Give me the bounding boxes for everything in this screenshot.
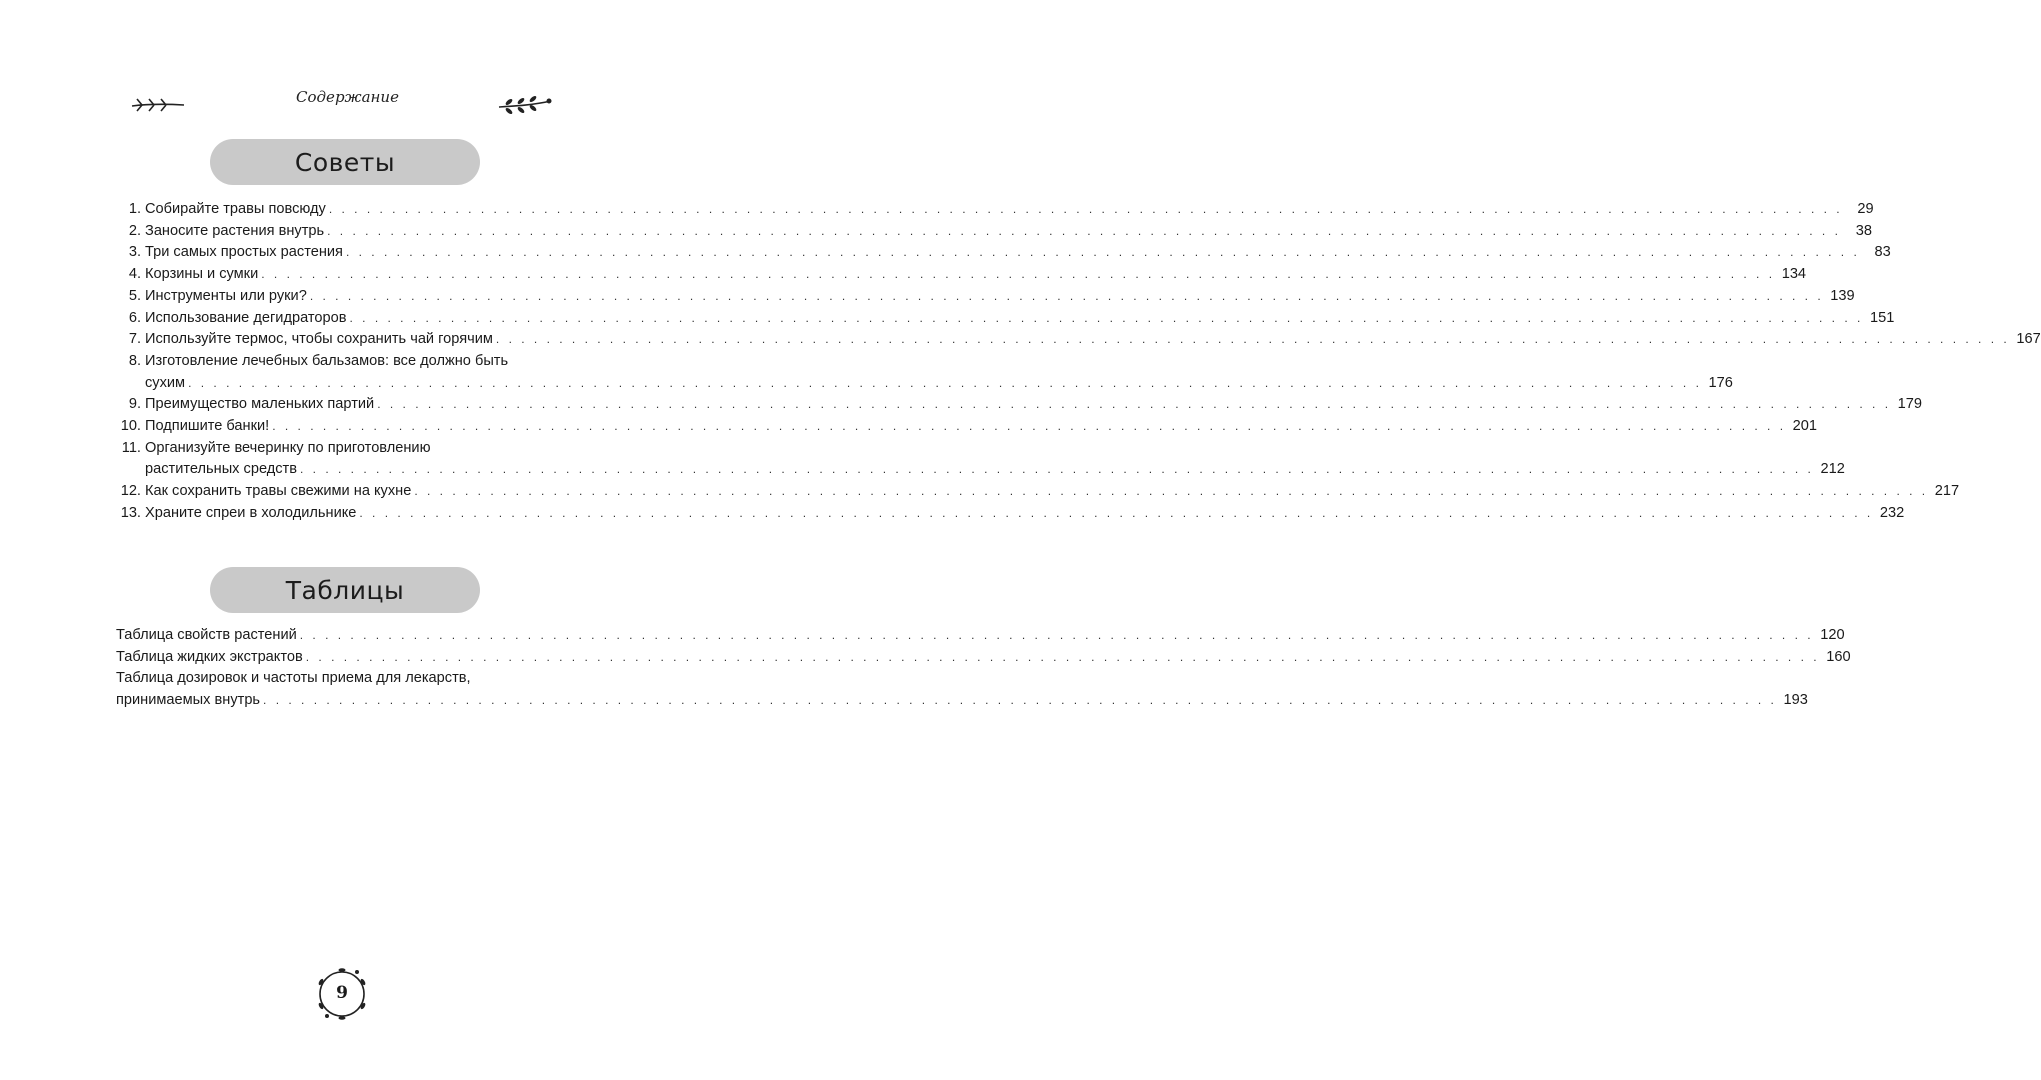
toc-entry[interactable] bbox=[116, 438, 1845, 481]
toc-entry[interactable] bbox=[116, 286, 1855, 308]
toc-entry-title: растительных средств bbox=[145, 461, 297, 478]
toc-entry-number: 7. bbox=[128, 331, 141, 348]
toc-entry-page: 38 bbox=[1855, 222, 1872, 239]
toc-entry-line bbox=[116, 373, 1733, 395]
dot-leader: . . . . . . . . . . . . . . . . . . . . . . . . . . . . . . . . . . . . . . . . . . . . . . . . . . . . . . . . . . . . . . . . . . . . . . . . . . . . . . . . . . . . . . . . . . . . . . . . . . . . . . . . . . . . . . . . . . . . . . . . bbox=[345, 245, 1860, 260]
toc-entry-line bbox=[116, 459, 1845, 481]
toc-entry[interactable] bbox=[116, 503, 1905, 525]
toc-entry-number: 5. bbox=[128, 287, 141, 304]
toc-entry-title: Подпишите банки! bbox=[145, 418, 270, 435]
dot-leader: . . . . . . . . . . . . . . . . . . . . . . . . . . . . . . . . . . . . . . . . . . . . . . . . . . . . . . . . . . . . . . . . . . . . . . . . . . . . . . . . . . . . . . . . . . . . . . . . . . . . . . . . . . . . . . . . . . . . . . . . bbox=[261, 267, 1776, 282]
dot-leader: . . . . . . . . . . . . . . . . . . . . . . . . . . . . . . . . . . . . . . . . . . . . . . . . . . . . . . . . . . . . . . . . . . . . . . . . . . . . . . . . . . . . . . . . . . . . . . . . . . . . . . . . . . . . . . . . . . . . . . . . bbox=[299, 628, 1814, 642]
toc-entry-line bbox=[116, 668, 574, 690]
toc-entry-line bbox=[116, 416, 1818, 438]
page-number-badge bbox=[313, 965, 371, 1023]
toc-entry-page: 232 bbox=[1879, 504, 1905, 521]
toc-entry-title: Три самых простых растения bbox=[145, 244, 343, 261]
toc-entry[interactable] bbox=[116, 481, 1960, 503]
dot-leader: . . . . . . . . . . . . . . . . . . . . . . . . . . . . . . . . . . . . . . . . . . . . . . . . . . . . . . . . . . . . . . . . . . . . . . . . . . . . . . . . . . . . . . . . . . . . . . . . . . . . . . . . . . . . . . . . . . . . . . . . bbox=[359, 505, 1874, 520]
toc-entry-number: 12. bbox=[120, 483, 141, 500]
toc-entry-title: Используйте термос, чтобы сохранить чай горячим bbox=[145, 331, 493, 348]
page-number: 9 bbox=[336, 983, 348, 1003]
toc-entry[interactable] bbox=[116, 199, 1874, 221]
toc-entry-title: сухим bbox=[145, 374, 186, 391]
toc-entry-number: 4. bbox=[128, 266, 141, 283]
toc-entry-line bbox=[116, 308, 1895, 330]
toc-entry-title: Таблица дозировок и частоты приема для лекарств, bbox=[116, 670, 471, 687]
toc-entry[interactable] bbox=[116, 329, 2041, 351]
toc-entry-title: Организуйте вечеринку по приготовлению bbox=[145, 439, 431, 456]
toc-entry-page: 201 bbox=[1792, 418, 1818, 435]
dot-leader: . . . . . . . . . . . . . . . . . . . . . . . . . . . . . . . . . . . . . . . . . . . . . . . . . . . . . . . . . . . . . . . . . . . . . . . . . . . . . . . . . . . . . . . . . . . . . . . . . . . . . . . . . . . . . . . . . . . . . . . . bbox=[327, 223, 1841, 238]
toc-entry[interactable] bbox=[116, 668, 1808, 711]
toc-entry-title: Использование дегидраторов bbox=[145, 309, 347, 326]
toc-entry[interactable] bbox=[116, 416, 1818, 438]
toc-entry-line bbox=[116, 438, 574, 460]
toc-entry-number: 3. bbox=[128, 244, 141, 261]
toc-entry-line bbox=[116, 351, 574, 373]
toc-entry-line bbox=[116, 647, 1851, 669]
toc-entry-line bbox=[116, 503, 1905, 525]
toc-entry-line bbox=[116, 242, 1891, 264]
dot-leader: . . . . . . . . . . . . . . . . . . . . . . . . . . . . . . . . . . . . . . . . . . . . . . . . . . . . . . . . . . . . . . . . . . . . . . . . . . . . . . . . . . . . . . . . . . . . . . . . . . . . . . . . . . . . . . . . . . . . . . . . bbox=[349, 310, 1864, 325]
toc-entry[interactable] bbox=[116, 242, 1891, 264]
dot-leader: . . . . . . . . . . . . . . . . . . . . . . . . . . . . . . . . . . . . . . . . . . . . . . . . . . . . . . . . . . . . . . . . . . . . . . . . . . . . . . . . . . . . . . . . . . . . . . . . . . . . . . . . . . . . . . . . . . . . . . . . bbox=[309, 288, 1824, 303]
toc-entry-page: 120 bbox=[1820, 627, 1845, 643]
toc-entry-line bbox=[116, 329, 2041, 351]
toc-entry-page: 217 bbox=[1934, 483, 1960, 500]
toc-entry[interactable] bbox=[116, 264, 1807, 286]
toc-entry[interactable] bbox=[116, 351, 1733, 394]
toc-entry-line bbox=[116, 221, 1872, 243]
toc-entry-number: 10. bbox=[120, 418, 141, 435]
dot-leader: . . . . . . . . . . . . . . . . . . . . . . . . . . . . . . . . . . . . . . . . . . . . . . . . . . . . . . . . . . . . . . . . . . . . . . . . . . . . . . . . . . . . . . . . . . . . . . . . . . . . . . . . . . . . . . . . . . . . . . . . bbox=[305, 649, 1820, 664]
toc-entry-line bbox=[116, 690, 1808, 712]
toc-entry[interactable] bbox=[116, 625, 1845, 647]
toc-entry[interactable] bbox=[116, 647, 1851, 669]
toc-entry-number: 8. bbox=[128, 352, 141, 369]
toc-entry-line bbox=[116, 481, 1960, 503]
dot-leader: . . . . . . . . . . . . . . . . . . . . . . . . . . . . . . . . . . . . . . . . . . . . . . . . . . . . . . . . . . . . . . . . . . . . . . . . . . . . . . . . . . . . . . . . . . . . . . . . . . . . . . . . . . . . . . . . . . . . . . . . bbox=[328, 202, 1843, 216]
dot-leader: . . . . . . . . . . . . . . . . . . . . . . . . . . . . . . . . . . . . . . . . . . . . . . . . . . . . . . . . . . . . . . . . . . . . . . . . . . . . . . . . . . . . . . . . . . . . . . . . . . . . . . . . . . . . . . . . . . . . . . . . bbox=[272, 419, 1787, 434]
toc-entry[interactable] bbox=[116, 221, 1872, 243]
toc-tables-list bbox=[116, 625, 1851, 712]
dot-leader: . . . . . . . . . . . . . . . . . . . . . . . . . . . . . . . . . . . . . . . . . . . . . . . . . . . . . . . . . . . . . . . . . . . . . . . . . . . . . . . . . . . . . . . . . . . . . . . . . . . . . . . . . . . . . . . . . . . . . . . . bbox=[300, 462, 1814, 477]
toc-entry-title: Храните спреи в холодильнике bbox=[145, 504, 357, 521]
dot-leader: . . . . . . . . . . . . . . . . . . . . . . . . . . . . . . . . . . . . . . . . . . . . . . . . . . . . . . . . . . . . . . . . . . . . . . . . . . . . . . . . . . . . . . . . . . . . . . . . . . . . . . . . . . . . . . . . . . . . . . . . bbox=[495, 332, 2010, 347]
toc-entry-page: 193 bbox=[1783, 692, 1808, 709]
toc-entry-title: Как сохранить травы свежими на кухне bbox=[145, 483, 412, 500]
section-heading-advice: Советы bbox=[210, 139, 480, 185]
toc-entry-title: принимаемых внутрь bbox=[116, 692, 261, 709]
toc-entry-line bbox=[116, 264, 1807, 286]
dot-leader: . . . . . . . . . . . . . . . . . . . . . . . . . . . . . . . . . . . . . . . . . . . . . . . . . . . . . . . . . . . . . . . . . . . . . . . . . . . . . . . . . . . . . . . . . . . . . . . . . . . . . . . . . . . . . . . . . . . . . . . . bbox=[414, 484, 1929, 499]
toc-entry-title: Таблица свойств растений bbox=[116, 627, 297, 643]
running-head bbox=[0, 84, 695, 120]
toc-entry-number: 6. bbox=[128, 309, 141, 326]
toc-entry-line bbox=[116, 199, 1874, 221]
toc-advice-list bbox=[116, 199, 2041, 525]
toc-entry-page: 176 bbox=[1708, 374, 1733, 391]
toc-entry-number: 11. bbox=[121, 439, 141, 456]
toc-entry-line bbox=[116, 286, 1855, 308]
section-heading-tables: Таблицы bbox=[210, 567, 480, 613]
toc-entry-page: 179 bbox=[1897, 396, 1923, 413]
toc-entry-title: Заносите растения внутрь bbox=[145, 222, 325, 239]
toc-entry-page: 29 bbox=[1857, 201, 1874, 217]
toc-entry-page: 167 bbox=[2016, 331, 2041, 348]
toc-entry-title: Инструменты или руки? bbox=[145, 287, 307, 304]
dot-leader: . . . . . . . . . . . . . . . . . . . . . . . . . . . . . . . . . . . . . . . . . . . . . . . . . . . . . . . . . . . . . . . . . . . . . . . . . . . . . . . . . . . . . . . . . . . . . . . . . . . . . . . . . . . . . . . . . . . . . . . . bbox=[188, 375, 1702, 390]
dot-leader: . . . . . . . . . . . . . . . . . . . . . . . . . . . . . . . . . . . . . . . . . . . . . . . . . . . . . . . . . . . . . . . . . . . . . . . . . . . . . . . . . . . . . . . . . . . . . . . . . . . . . . . . . . . . . . . . . . . . . . . . bbox=[377, 397, 1892, 412]
toc-entry-page: 212 bbox=[1820, 461, 1845, 478]
toc-entry-number: 9. bbox=[128, 396, 141, 413]
toc-entry-number: 2. bbox=[128, 222, 141, 239]
toc-entry-number: 1. bbox=[128, 201, 141, 217]
toc-entry-number: 13. bbox=[120, 504, 141, 521]
toc-entry-title: Преимущество маленьких партий bbox=[145, 396, 375, 413]
toc-entry-page: 134 bbox=[1781, 266, 1807, 283]
toc-entry-title: Таблица жидких экстрактов bbox=[116, 648, 303, 665]
dot-leader: . . . . . . . . . . . . . . . . . . . . . . . . . . . . . . . . . . . . . . . . . . . . . . . . . . . . . . . . . . . . . . . . . . . . . . . . . . . . . . . . . . . . . . . . . . . . . . . . . . . . . . . . . . . . . . . . . . . . . . . . bbox=[263, 693, 1777, 708]
toc-entry-page: 139 bbox=[1830, 287, 1855, 304]
toc-entry-line bbox=[116, 625, 1845, 647]
toc-entry-page: 151 bbox=[1869, 309, 1895, 326]
toc-entry-title: Собирайте травы повсюду bbox=[145, 201, 326, 217]
toc-entry-page: 160 bbox=[1826, 648, 1851, 665]
toc-entry[interactable] bbox=[116, 308, 1895, 330]
toc-entry-title: Изготовление лечебных бальзамов: все должно быть bbox=[145, 352, 509, 369]
running-head-title: Содержание bbox=[296, 88, 399, 106]
toc-entry-line bbox=[116, 394, 1923, 416]
toc-entry[interactable] bbox=[116, 394, 1923, 416]
leaf-sprig-icon bbox=[497, 93, 553, 117]
toc-entry-page: 83 bbox=[1874, 244, 1891, 261]
toc-entry-title: Корзины и сумки bbox=[145, 266, 259, 283]
